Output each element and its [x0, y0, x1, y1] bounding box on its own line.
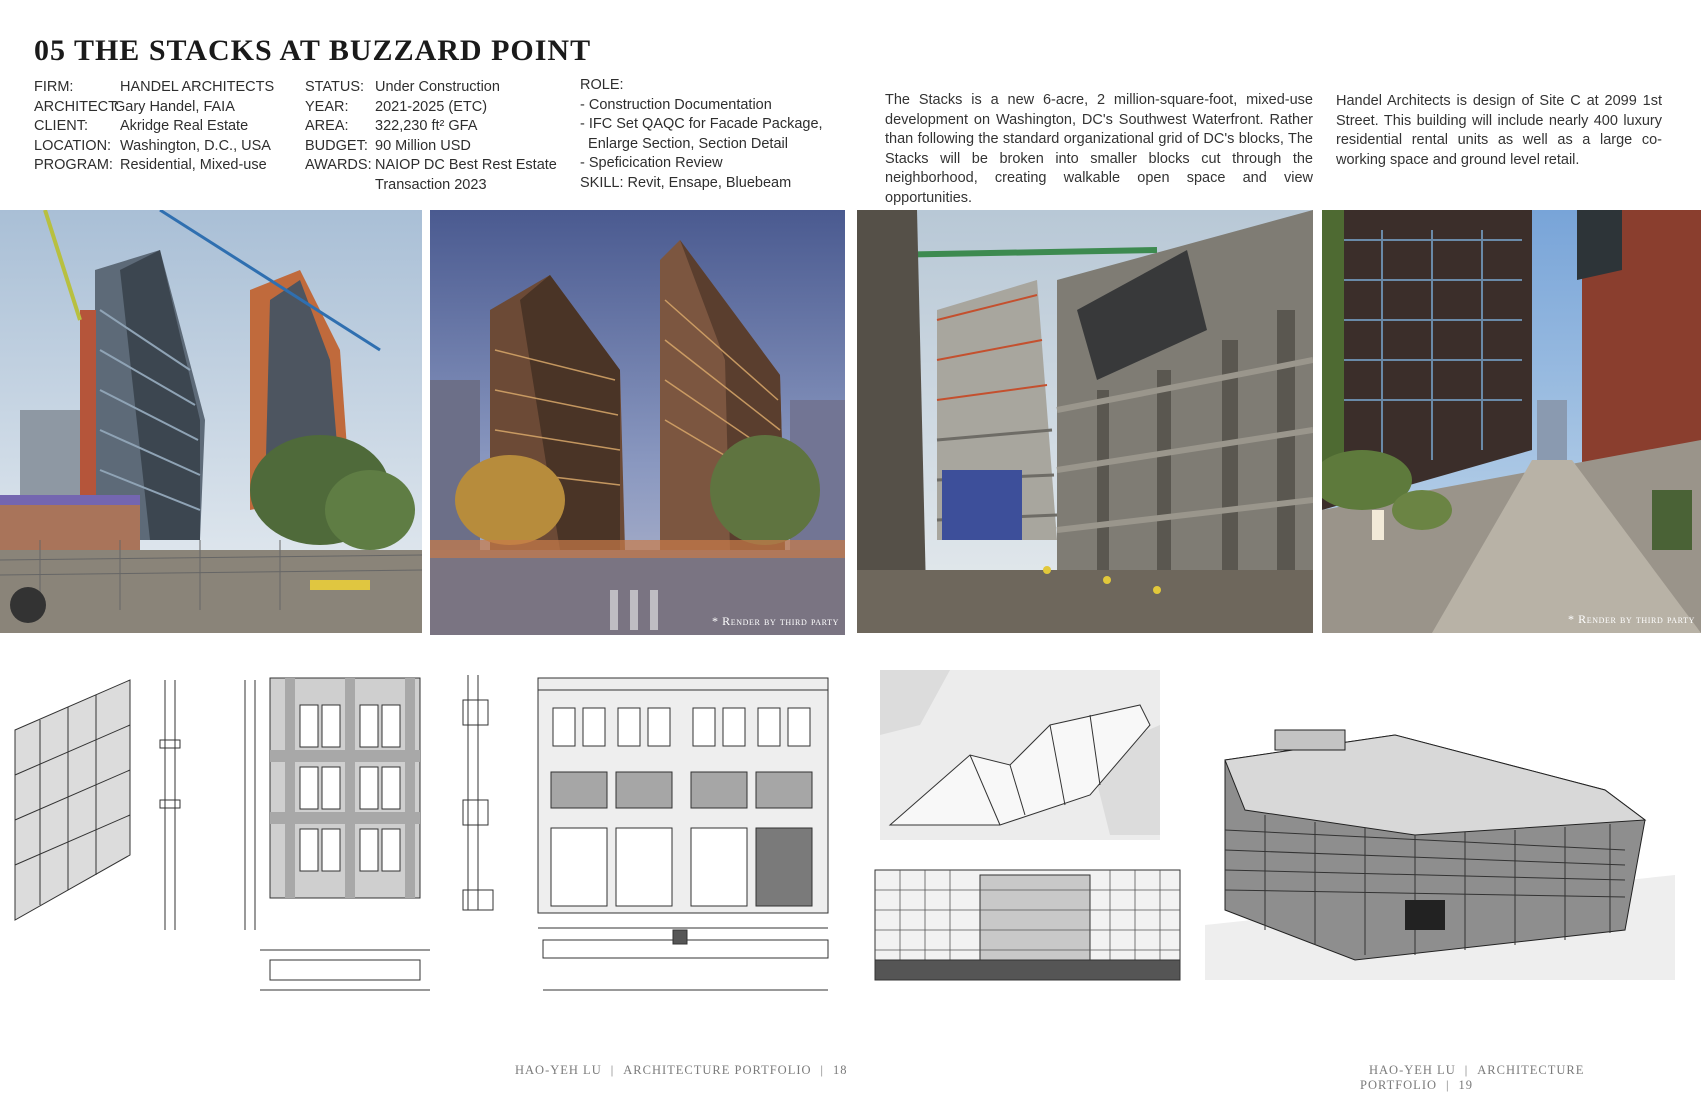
info-key: BUDGET:: [305, 137, 368, 154]
page-number: 18: [833, 1063, 848, 1077]
site-plan-and-elevation: [860, 665, 1190, 1005]
footer-author: HAO-YEH LU: [1369, 1063, 1456, 1077]
info-value: Gary Handel, FAIA: [114, 98, 235, 115]
role-label: ROLE:: [580, 77, 624, 93]
info-key: YEAR:: [305, 98, 349, 115]
info-key: AREA:: [305, 118, 349, 134]
building-axonometric: [1205, 700, 1675, 980]
render-credit: * Render by third party: [711, 614, 839, 628]
info-key: STATUS:: [305, 79, 365, 95]
info-value: Washington, D.C., USA: [120, 137, 271, 154]
role-item: - Speficication Review: [580, 155, 723, 171]
info-value: Transaction 2023: [375, 176, 487, 193]
page-number: 19: [1458, 1078, 1474, 1092]
page-title: 05 THE STACKS AT BUZZARD POINT: [34, 34, 592, 67]
info-key: LOCATION:: [34, 137, 112, 154]
info-value: 322,230 ft² GFA: [375, 118, 478, 134]
footer-author: HAO-YEH LU: [515, 1063, 602, 1077]
footer-left: HAO-YEH LU | ARCHITECTURE PORTFOLIO | 18: [515, 1063, 848, 1077]
project-description: The Stacks is a new 6-acre, 2 million-square-foot, mixed-use development on Washington, DC's Southwest Waterfront. Rather than following the standard organizational grid of DC's blocks, The Stacks will be broken into smaller blocks cut through the neighborhood, creating walkable open space and view opportunities.: [885, 92, 1313, 206]
project-info-secondary: [305, 78, 557, 195]
render-photo-1: [430, 210, 845, 635]
info-value: 2021-2025 (ETC): [375, 98, 488, 115]
info-key: [305, 176, 375, 196]
footer-portfolio: ARCHITECTURE PORTFOLIO: [1360, 1063, 1585, 1092]
info-value: Under Construction: [375, 79, 500, 95]
construction-photo-1: [0, 210, 422, 633]
storefront-elevation-drawings: [448, 660, 848, 1030]
info-key: CLIENT:: [34, 118, 88, 134]
info-key: ARCHITECT:: [34, 98, 120, 115]
site-description: Handel Architects is design of Site C at 2099 1st Street. This building will include nearly 400 luxury residential rental units as well as a large co-working space and ground level retail.: [1336, 93, 1662, 168]
info-key: PROGRAM:: [34, 157, 113, 173]
role-item: Enlarge Section, Section Detail: [580, 135, 788, 152]
role-item: - IFC Set QAQC for Facade Package,: [580, 116, 823, 132]
skill-line: SKILL: Revit, Ensape, Bluebeam: [580, 174, 792, 191]
footer-portfolio: ARCHITECTURE PORTFOLIO: [623, 1063, 812, 1077]
render-credit: * Render by third party: [1567, 612, 1695, 626]
construction-photo-2: [857, 210, 1313, 633]
role-list: [580, 76, 823, 193]
info-key: FIRM:: [34, 79, 74, 95]
info-value: NAIOP DC Best Rest Estate: [375, 157, 557, 173]
role-item: - Construction Documentation: [580, 96, 772, 113]
project-info-primary: [34, 78, 274, 176]
footer-right: HAO-YEH LU | ARCHITECTURE PORTFOLIO | 19: [1360, 1063, 1585, 1092]
info-value: Residential, Mixed-use: [120, 157, 267, 173]
info-value: 90 Million USD: [375, 137, 471, 154]
info-value: HANDEL ARCHITECTS: [120, 79, 275, 95]
info-key: AWARDS:: [305, 157, 372, 173]
info-value: Akridge Real Estate: [120, 118, 249, 134]
render-photo-2: [1322, 210, 1701, 633]
facade-detail-drawings: [0, 650, 440, 1030]
